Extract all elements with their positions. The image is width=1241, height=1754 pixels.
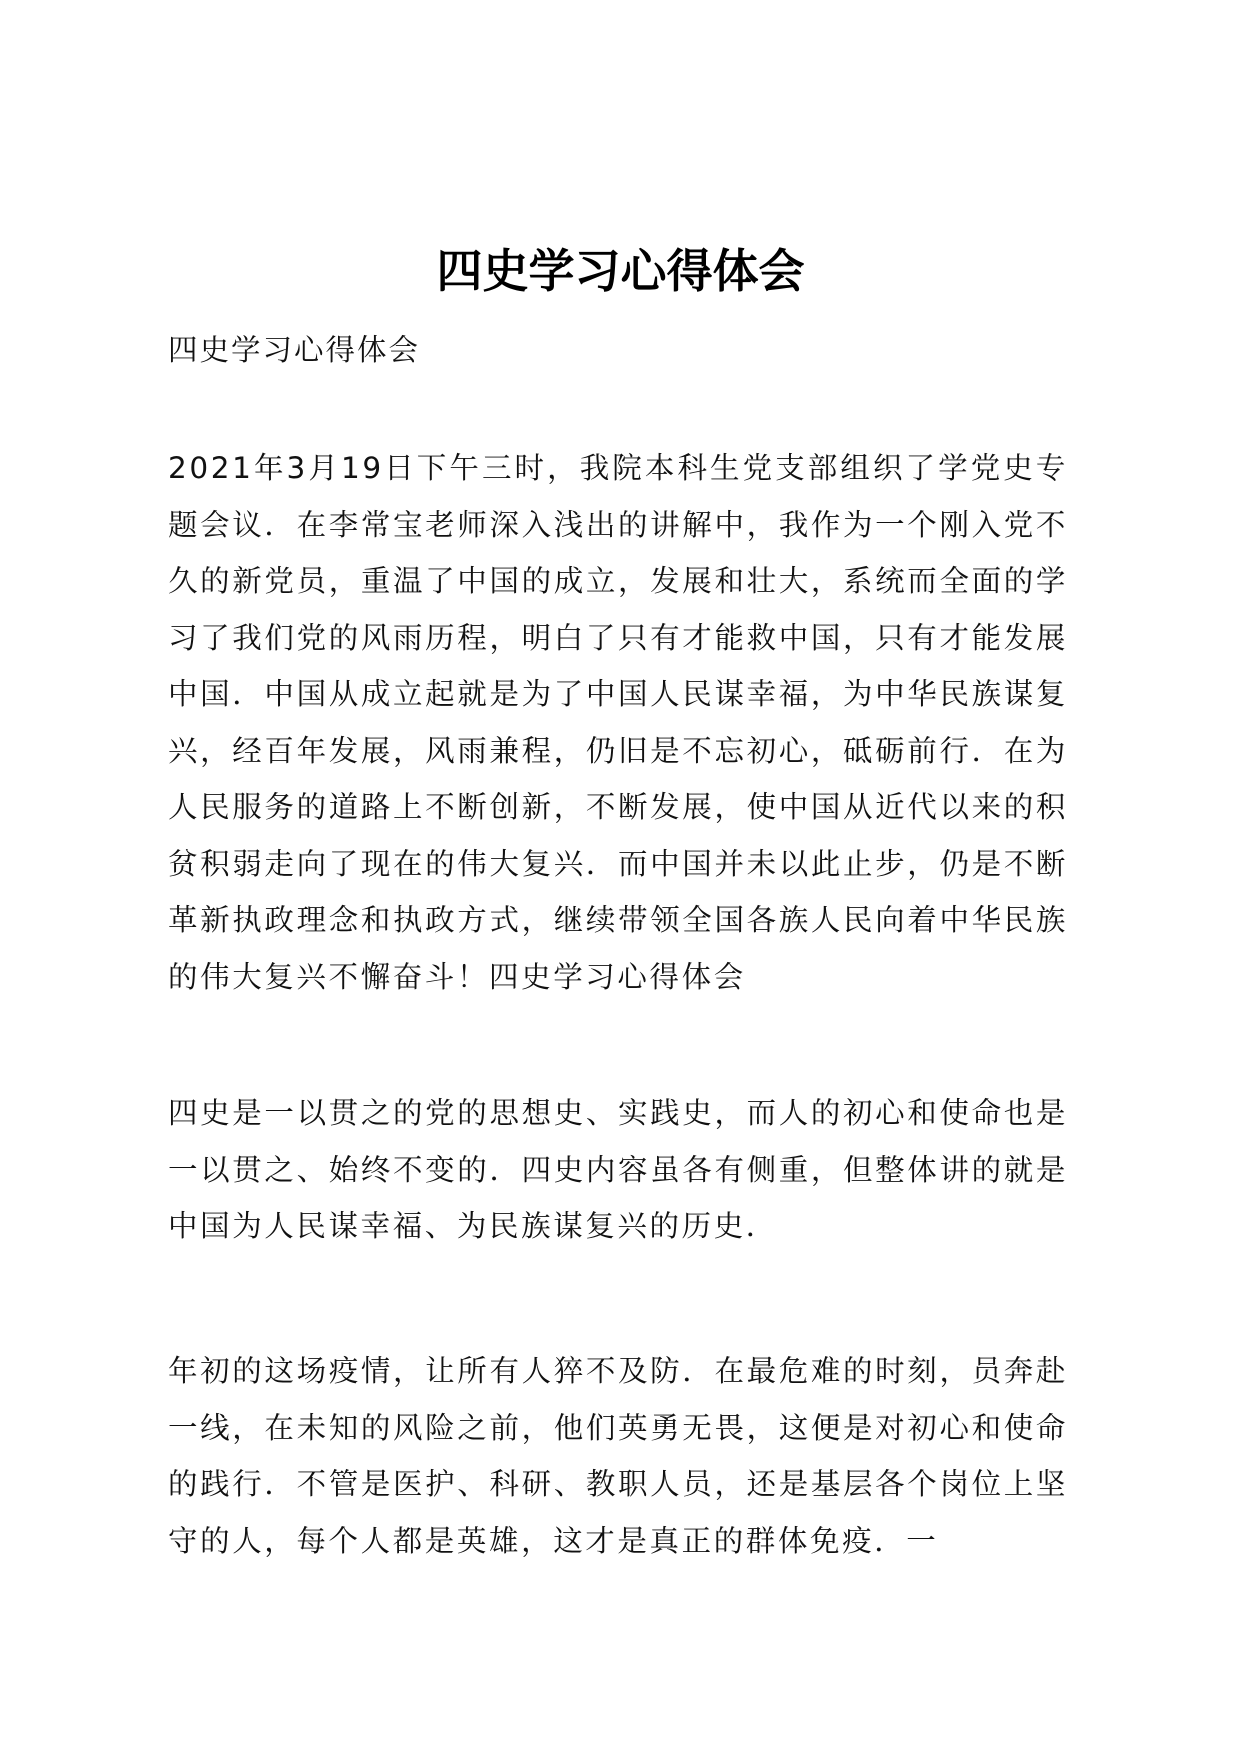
paragraph-2: 四史是一以贯之的党的思想史、实践史，而人的初心和使命也是一以贯之、始终不变的．四史内容虽各有侧重，但整体讲的就是中国为人民谋幸福、为民族谋复兴的历史． [168,1096,1068,1243]
paragraph-3: 年初的这场疫情，让所有人猝不及防．在最危难的时刻，员奔赴一线，在未知的风险之前，他们英勇无畏，这便是对初心和使命的践行．不管是医护、科研、教职人员，还是基层各个岗位上坚守的人，每个人都是英雄，这才是真正的群体免疫．一 [168,1354,1068,1558]
document-title: 四史学习心得体会 [436,244,805,298]
document-subtitle: 四史学习心得体会 [168,333,421,367]
paragraph-1: 2021年3月19日下午三时，我院本科生党支部组织了学党史专题会议．在李常宝老师深入浅出的讲解中，我作为一个刚入党不久的新党员，重温了中国的成立，发展和壮大，系统而全面的学习了我们党的风雨历程，明白了只有才能救中国，只有才能发展中国．中国从成立起就是为了中国人民谋幸福，为中华民族谋复兴，经百年发展，风雨兼程，仍旧是不忘初心，砥砺前行．在为人民服务的道路上不断创新，不断发展，使中国从近代以来的积贫积弱走向了现在的伟大复兴．而中国并未以此止步，仍是不断革新执政理念和执政方式，继续带领全国各族人民向着中华民族的伟大复兴不懈奋斗！四史学习心得体会 [168,451,1068,994]
